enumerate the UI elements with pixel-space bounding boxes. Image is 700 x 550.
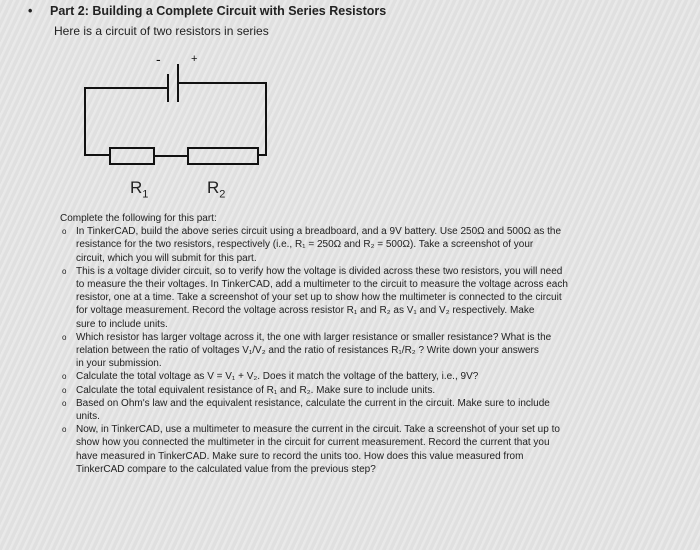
step-voltage-ratio: o Which resistor has larger voltage across it, the one with larger resistance or smaller resistance? What is the relation between the ratio of voltages V₁/V₂ and the ratio of resistances R₁/R₂ ? Write down your answers in your submission. — [76, 331, 675, 371]
wire-left — [85, 88, 168, 155]
part-title — [28, 4, 386, 18]
instructions-lead: Complete the following for this part: — [60, 213, 217, 224]
resistor-r2 — [188, 148, 258, 164]
step-measure-current: o Now, in TinkerCAD, use a multimeter to measure the current in the circuit. Take a screenshot of your set up to show how you connected the multimeter in the circuit for current measurement. Record the current that you have measured in TinkerCAD. Make sure to record the units too. How does this value measured from TinkerCAD compare to the calculated value from the previous step? — [76, 423, 675, 476]
step-equivalent-resistance: o Calculate the total equivalent resistance of R₁ and R₂. Make sure to include units. — [76, 384, 675, 397]
wire-right — [182, 83, 266, 155]
step-build-circuit: o In TinkerCAD, build the above series circuit using a breadboard, and a 9V battery. Use 250Ω and 500Ω as the resistance for the two resistors, respectively (i.e., R₁ = 250Ω and R₂ = 500Ω). Take a screenshot of your circuit, which you will submit for this part. — [76, 225, 675, 265]
instructions — [60, 212, 675, 476]
r1-label: $R_1$ — [130, 178, 149, 201]
intro-text: Here is a circuit of two resistors in series — [54, 24, 269, 38]
step-calculate-current: o Based on Ohm's law and the equivalent resistance, calculate the current in the circuit. Make sure to include units. — [76, 397, 675, 423]
instructions-list — [60, 225, 675, 476]
step-total-voltage: o Calculate the total voltage as V = V₁ + V₂. Does it match the voltage of the battery, i.e., 9V? — [76, 370, 675, 383]
title-bullet: • — [28, 4, 33, 18]
title-text: Part 2: Building a Complete Circuit with Series Resistors — [50, 4, 387, 18]
circuit-diagram — [70, 50, 280, 180]
battery-minus-sign: - — [156, 51, 161, 67]
circuit-svg — [70, 50, 280, 180]
r2-label: $R_2$ — [207, 178, 226, 201]
step-measure-voltage: o This is a voltage divider circuit, so to verify how the voltage is divided across these two resistors, you will need to measure the their voltages. In TinkerCAD, add a multimeter to the circuit to measure the voltage across each resistor, one at a time. Take a screenshot of your set up to show how the multimeter is connected to the circuit for voltage measurement. Record the voltage across resistor R₁ and R₂ as V₁ and V₂ respectively. Make sure to include units. — [76, 265, 675, 331]
battery-plus-sign: + — [191, 53, 198, 65]
resistor-r1 — [110, 148, 154, 164]
